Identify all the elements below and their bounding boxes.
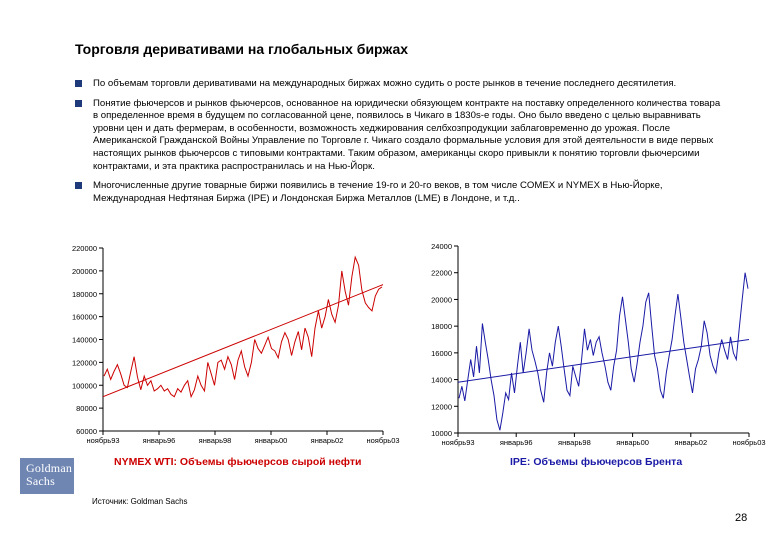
y-tick-label: 10000: [431, 429, 452, 438]
x-tick-label: январь00: [254, 436, 288, 445]
nymex-chart-svg: [60, 240, 400, 455]
source-note: Источник: Goldman Sachs: [92, 497, 188, 506]
bullet-text: Понятие фьючерсов и рынков фьючерсов, основанное на юридически обязующем контракте на поставку определенного количества товара в определенное время в будущем по согласованной цене, появилось в Чикаго в 1830s-е годы. Оно было введено с целью выравнивать уровни цен и дать фермерам, в особенности, возможность хеджирования селбхозпродукции заблаговременно до урожая. После Американской Гражданской Войны Управление по Торговле г. Чикаго создало формальные условия для этой деятельности в виде первых настоящих рынков фьючерсов с типовыми контрактами. Таким образом, американцы скоро привыкли к понятию торговли фьючерсими контрактами, и эта практика распространилась и на Нью-Йорк.: [93, 97, 721, 172]
x-tick-label: январь00: [616, 438, 649, 447]
nymex-chart-caption: NYMEX WTI: Объемы фьючерсов сырой нефти: [114, 456, 362, 468]
y-tick-label: 60000: [76, 427, 97, 436]
bullet-item: [75, 98, 725, 174]
x-tick-label: январь02: [674, 438, 708, 447]
y-tick-label: 22000: [431, 268, 452, 278]
series-line: [459, 273, 748, 431]
y-tick-label: 160000: [71, 312, 97, 322]
y-tick-label: 200000: [71, 266, 97, 276]
y-tick-label: 120000: [71, 358, 97, 368]
y-tick-label: 14000: [431, 375, 452, 385]
square-bullet-icon: [75, 182, 82, 189]
bullet-list: [75, 78, 725, 212]
x-tick-label: ноябрь03: [366, 436, 400, 445]
trend-line: [458, 340, 749, 383]
x-tick-label: январь96: [142, 436, 176, 445]
y-tick-label: 100000: [71, 381, 97, 391]
x-tick-label: ноябрь93: [86, 436, 120, 445]
goldman-sachs-logo: Goldman Sachs: [20, 458, 74, 494]
y-tick-label: 24000: [431, 242, 452, 251]
y-tick-label: 20000: [431, 295, 452, 305]
x-tick-label: ноябрь03: [732, 438, 766, 447]
y-tick-label: 16000: [431, 348, 452, 358]
bullet-item: [75, 180, 725, 205]
y-tick-label: 140000: [71, 335, 97, 345]
page-title: Торговля деривативами на глобальных биржах: [75, 41, 409, 57]
x-tick-label: январь98: [198, 436, 232, 445]
y-tick-label: 18000: [431, 322, 452, 332]
bullet-text: По объемам торговли деривативами на международных биржах можно судить о росте рынков в течение последнего десятилетия.: [93, 78, 677, 89]
square-bullet-icon: [75, 100, 82, 107]
x-tick-label: январь98: [558, 438, 591, 447]
page-number: 28: [735, 512, 748, 524]
bullet-text: Многочисленные другие товарные биржи появились в течение 19-го и 20-го веков, в том числе COMEX и NYMEX в Нью-Йорке, Международная Нефтяная Биржа (IPE) и Лондонская Биржа Металлов (LME) в Лондоне, и т.д..: [93, 180, 663, 204]
bullet-item: [75, 78, 725, 91]
series-line: [104, 257, 382, 397]
square-bullet-icon: [75, 80, 82, 87]
x-tick-label: январь02: [310, 436, 344, 445]
x-tick-label: январь96: [499, 438, 533, 447]
ipe-chart-caption: IPE: Объемы фьючерсов Брента: [510, 456, 683, 468]
x-tick-label: ноябрь93: [441, 438, 475, 447]
trend-line: [103, 285, 383, 397]
ipe-chart-svg: [418, 240, 780, 455]
ipe-chart: [418, 240, 780, 455]
y-tick-label: 180000: [71, 289, 97, 299]
y-tick-label: 80000: [76, 404, 97, 414]
nymex-chart: [60, 240, 400, 455]
y-tick-label: 220000: [71, 244, 97, 253]
y-tick-label: 12000: [431, 402, 452, 412]
